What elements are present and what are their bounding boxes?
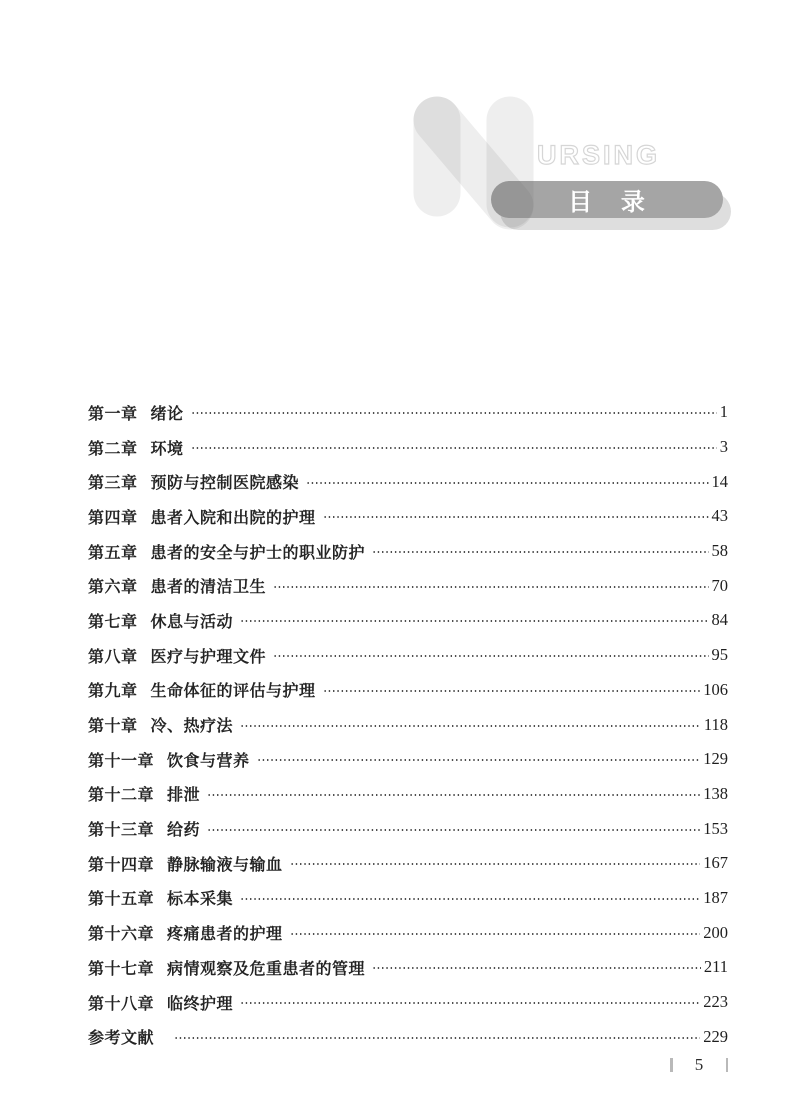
toc-entry-chapter-label: 第八章 [88,648,138,666]
toc-entry-page-number: 200 [703,922,728,942]
toc-entry [88,499,728,534]
toc-entry-page-number: 95 [711,645,728,665]
toc-entry-chapter-label: 第十八章 [88,995,155,1013]
toc-entry [88,742,728,777]
toc-entry-page-number: 14 [711,471,728,491]
toc-entry-page-number: 3 [719,437,728,457]
toc-entry-chapter-label: 第五章 [88,544,138,562]
toc-entry-chapter-label: 第二章 [88,440,138,458]
dot-leader [306,475,708,491]
toc-entry [88,638,728,673]
toc-entry [88,430,728,465]
toc-entry [88,985,728,1020]
toc-entry-page-number: 229 [703,1026,728,1046]
dot-leader [207,787,700,803]
dot-leader [174,1030,700,1046]
toc-entry-page-number: 187 [703,887,728,907]
toc-entry-title: 静脉输液与输血 [167,856,283,874]
toc-entry-chapter-label: 第一章 [88,405,138,423]
toc-entry-chapter-label: 第十四章 [88,856,155,874]
dot-leader [273,648,708,664]
dot-leader [191,440,717,456]
toc-entry-page-number: 167 [703,853,728,873]
dot-leader [372,960,701,976]
dot-leader [240,995,700,1011]
toc-entry [88,777,728,812]
toc-entry-chapter-label: 第四章 [88,509,138,527]
toc-entry-title: 患者入院和出院的护理 [150,509,316,527]
toc-entry [88,464,728,499]
toc-entry-title: 医疗与护理文件 [150,648,267,666]
page-title: 目 录 [568,189,646,216]
toc-entry-page-number: 223 [703,992,728,1012]
toc-entry-title: 临终护理 [167,995,234,1013]
toc-entry-chapter-label: 第十五章 [88,891,155,909]
toc-entry [88,534,728,569]
toc-entry-title: 标本采集 [167,891,234,909]
title-banner [491,181,723,218]
toc-entry-title: 冷、热疗法 [150,718,234,736]
toc-entry [88,915,728,950]
nursing-logo-text: URSING [537,140,661,170]
toc-entry-title: 病情观察及危重患者的管理 [167,960,366,978]
toc-header [0,0,800,260]
dot-leader [323,683,701,699]
toc-entry-title: 绪论 [150,405,184,423]
toc-entry-page-number: 58 [711,541,728,561]
toc-entry-chapter-label: 第十一章 [88,752,155,770]
footer-right-bar [726,1058,729,1072]
dot-leader [323,509,709,525]
dot-leader [290,926,701,942]
toc-entry [88,1019,728,1054]
footer-page-number: 5 [694,1055,704,1074]
dot-leader [273,579,708,595]
dot-leader [257,752,701,768]
toc-entry [88,881,728,916]
toc-entry-title: 患者的安全与护士的职业防护 [150,544,366,562]
toc-entry-title: 疼痛患者的护理 [167,926,283,944]
toc-entry-chapter-label: 第十二章 [88,787,155,805]
toc-entry-chapter-label: 第七章 [88,613,138,631]
toc-entry [88,950,728,985]
dot-leader [240,613,708,629]
toc-entry-title: 饮食与营养 [167,752,250,770]
toc-entry [88,707,728,742]
toc-entry-page-number: 138 [703,783,728,803]
dot-leader [240,891,700,907]
toc-entry-page-number: 129 [703,749,728,769]
toc-entry-chapter-label: 参考文献 [88,1030,155,1048]
toc-entry-chapter-label: 第十章 [88,718,138,736]
toc-entry-page-number: 153 [703,818,728,838]
toc-entry [88,568,728,603]
toc-entry-title: 休息与活动 [150,613,234,631]
toc-entry-title: 环境 [150,440,184,458]
toc-entry [88,395,728,430]
toc-entry-chapter-label: 第三章 [88,475,138,493]
footer-left-bar [670,1058,673,1072]
toc-entry-title: 患者的清洁卫生 [150,579,267,597]
dot-leader [290,856,701,872]
toc-entry-page-number: 118 [703,714,728,734]
toc-entry-page-number: 1 [719,402,728,422]
toc-entry [88,603,728,638]
toc-entry-chapter-label: 第十三章 [88,822,155,840]
toc-entry-page-number: 84 [711,610,728,630]
toc-entry-chapter-label: 第十六章 [88,926,155,944]
dot-leader [191,405,717,421]
toc-entry-page-number: 43 [711,506,728,526]
toc-entry [88,811,728,846]
dot-leader [207,822,700,838]
toc-entry [88,673,728,708]
dot-leader [240,718,701,734]
page-footer [670,1056,728,1074]
toc-list [88,395,728,1054]
toc-entry-title: 给药 [167,822,201,840]
toc-entry-page-number: 211 [703,957,728,977]
toc-entry-page-number: 106 [703,679,728,699]
toc-entry-chapter-label: 第九章 [88,683,138,701]
toc-entry-title: 生命体征的评估与护理 [150,683,316,701]
toc-entry-title: 排泄 [167,787,201,805]
toc-entry-page-number: 70 [711,575,728,595]
toc-entry-chapter-label: 第六章 [88,579,138,597]
toc-entry [88,846,728,881]
dot-leader [372,544,708,560]
toc-entry-chapter-label: 第十七章 [88,960,155,978]
toc-entry-title: 预防与控制医院感染 [150,475,300,493]
